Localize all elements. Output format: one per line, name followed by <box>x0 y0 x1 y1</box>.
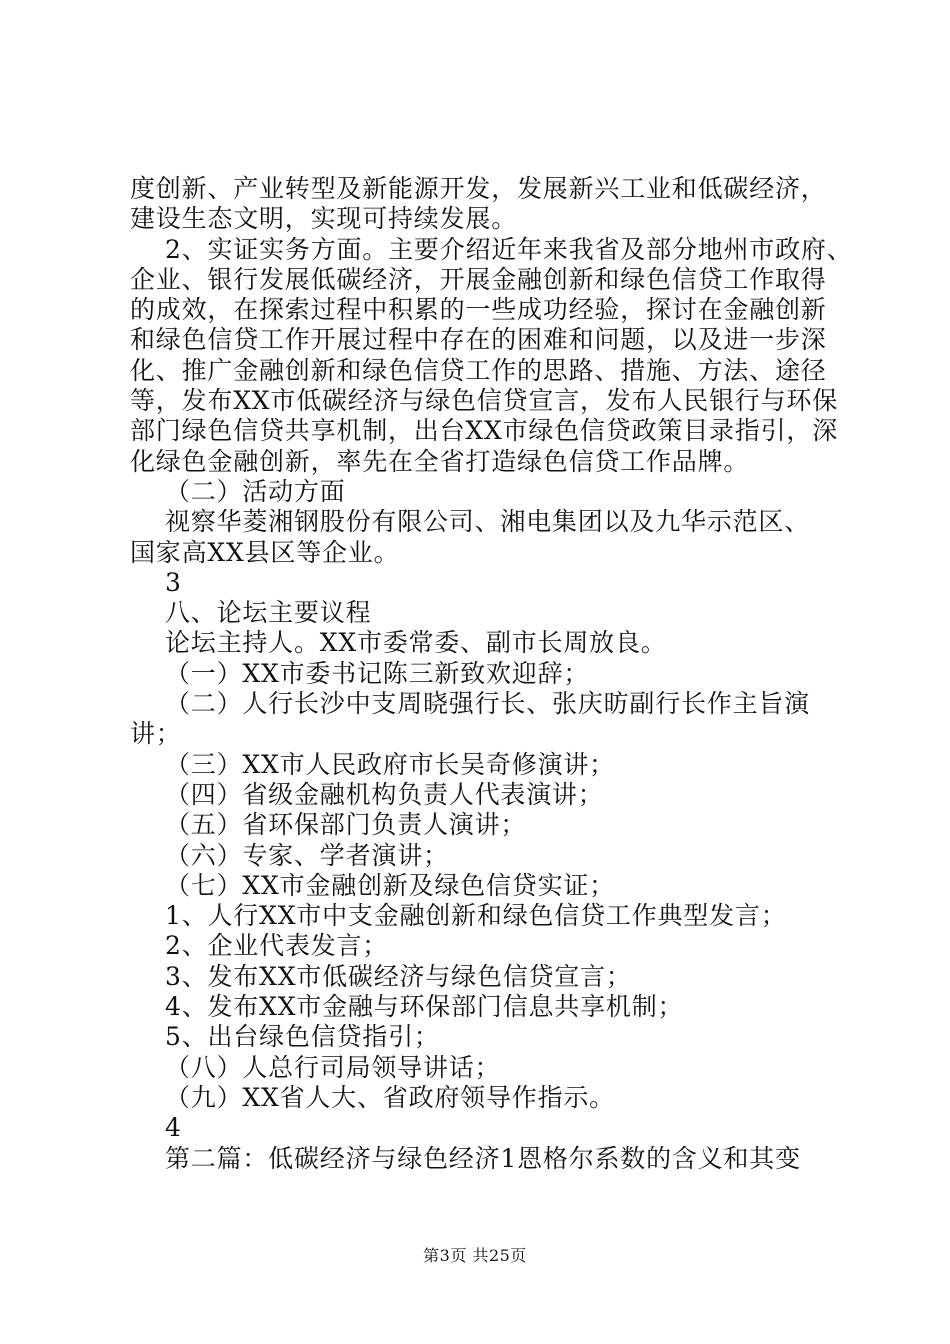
text-line: 4、发布XX市金融与环保部门信息共享机制； <box>130 992 684 1022</box>
text-line: （六）专家、学者演讲； <box>130 840 449 870</box>
text-line: （七）XX市金融创新及绿色信贷实证； <box>130 870 615 900</box>
text-line: 国家高XX县区等企业。 <box>130 537 400 567</box>
text-line: 2、企业代表发言； <box>130 931 389 961</box>
text-line: 化、推广金融创新和绿色信贷工作的思路、措施、方法、途径 <box>130 355 827 385</box>
text-line: 讲； <box>130 719 182 749</box>
text-line: 论坛主持人。XX市委常委、副市长周放良。 <box>130 628 667 658</box>
text-line: 视察华菱湘钢股份有限公司、湘电集团以及九华示范区、 <box>130 507 810 537</box>
document-body <box>130 174 853 1174</box>
text-line: 等，发布XX市低碳经济与绿色信贷宣言，发布人民银行与环保 <box>130 386 838 416</box>
text-line: 建设生态文明，实现可持续发展。 <box>130 204 518 234</box>
text-line: （八）人总行司局领导讲话； <box>130 1052 501 1082</box>
text-line: （九）XX省人大、省政府领导作指示。 <box>130 1082 615 1112</box>
text-line: 企业、银行发展低碳经济，开展金融创新和绿色信贷工作取得 <box>130 264 827 294</box>
text-line: （二）活动方面 <box>130 476 346 506</box>
text-line: （五）省环保部门负责人演讲； <box>130 810 527 840</box>
text-line: 1、人行XX市中支金融创新和绿色信贷工作典型发言； <box>130 901 787 931</box>
page-footer: 第3页 共25页 <box>423 1246 527 1265</box>
text-line: 5、出台绿色信贷指引； <box>130 1022 440 1052</box>
text-line: 度创新、产业转型及新能源开发，发展新兴工业和低碳经济， <box>130 174 827 203</box>
text-line: 4 <box>130 1113 182 1143</box>
text-line: （二）人行长沙中支周晓强行长、张庆昉副行长作主旨演 <box>130 689 810 719</box>
text-line: （四）省级金融机构负责人代表演讲； <box>130 779 604 809</box>
text-line: 部门绿色信贷共享机制，出台XX市绿色信贷政策目录指引，深 <box>130 416 838 446</box>
text-line: 2、实证实务方面。主要介绍近年来我省及部分地州市政府、 <box>130 234 853 264</box>
text-line: 的成效，在探索过程中积累的一些成功经验，探讨在金融创新 <box>130 295 827 325</box>
text-line: （三）XX市人民政府市长吴奇修演讲； <box>130 749 615 779</box>
text-line: 和绿色信贷工作开展过程中存在的困难和问题，以及进一步深 <box>130 325 827 355</box>
text-line: 3 <box>130 567 182 597</box>
text-line: 3、发布XX市低碳经济与绿色信贷宣言； <box>130 961 632 991</box>
text-line: 第二篇：低碳经济与绿色经济1恩格尔系数的含义和其变 <box>130 1143 801 1173</box>
text-line: （一）XX市委书记陈三新致欢迎辞； <box>130 658 590 688</box>
text-line: 化绿色金融创新，率先在全省打造绿色信贷工作品牌。 <box>130 446 750 476</box>
text-line: 八、论坛主要议程 <box>130 598 372 628</box>
